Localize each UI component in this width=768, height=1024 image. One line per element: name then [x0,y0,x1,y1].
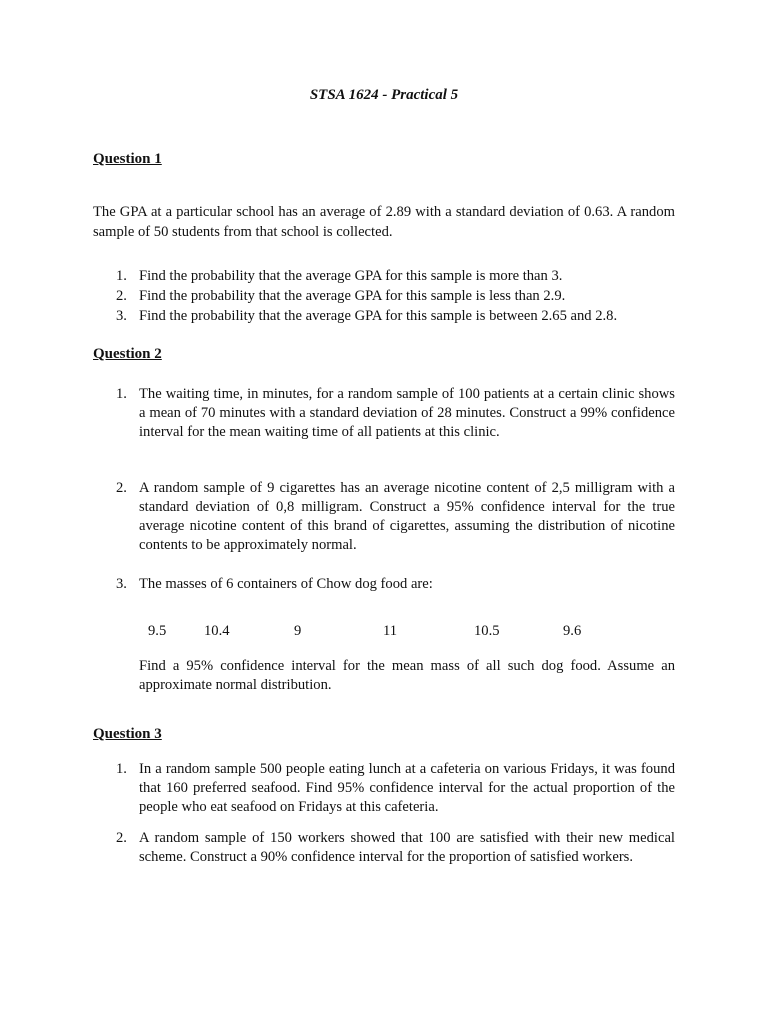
list-text: The waiting time, in minutes, for a random sample of 100 patients at a certain clinic shows a mean of 70 minutes with a standard deviation of 28 minutes. Construct a 99% confidence interval for the mean waiting time of all patients at this clinic. [139,386,675,440]
list-item [116,479,675,555]
question-2-heading: Question 2 [93,346,162,362]
question-3-heading: Question 3 [93,726,162,742]
list-text: Find the probability that the average GPA for this sample is between 2.65 and 2.8. [139,308,618,324]
list-item [116,267,675,286]
list-number: 2. [116,480,127,496]
mass-value: 10.5 [474,623,500,639]
list-text: Find the probability that the average GPA for this sample is more than 3. [139,268,563,284]
question-1-heading: Question 1 [93,151,162,167]
question-2-followup: Find a 95% confidence interval for the mean mass of all such dog food. Assume an approximate normal distribution. [139,658,675,693]
list-item [116,575,675,594]
list-number: 2. [116,288,127,304]
list-number: 1. [116,761,127,777]
mass-value: 9 [294,623,302,639]
list-item [116,760,675,817]
list-item [116,385,675,442]
list-number: 2. [116,830,127,846]
list-text: Find the probability that the average GPA for this sample is less than 2.9. [139,288,566,304]
masses-data-row [0,623,768,643]
list-number: 1. [116,268,127,284]
list-text: A random sample of 150 workers showed that 100 are satisfied with their new medical scheme. Construct a 90% confidence interval for the proportion of satisfied workers. [139,830,675,865]
list-item [116,829,675,867]
list-number: 3. [116,308,127,324]
page-title: STSA 1624 - Practical 5 [309,87,459,103]
mass-value: 11 [383,623,398,639]
list-text: The masses of 6 containers of Chow dog food are: [139,576,433,592]
list-text: A random sample of 9 cigarettes has an average nicotine content of 2,5 milligram with a standard deviation of 0,8 milligram. Construct a 95% confidence interval for the true average nicotine content of this brand of cigarettes, assuming the distribution of nicotine contents to be approximately normal. [139,480,675,553]
list-item [116,307,675,326]
list-number: 3. [116,576,127,592]
mass-value: 9.6 [563,623,582,639]
list-item [116,287,675,306]
list-text: In a random sample 500 people eating lunch at a cafeteria on various Fridays, it was found that 160 preferred seafood. Find 95% confidence interval for the actual proportion of the people who eat seafood on Fridays at this cafeteria. [139,761,675,815]
question-1-intro: The GPA at a particular school has an average of 2.89 with a standard deviation of 0.63. A random sample of 50 students from that school is collected. [93,204,675,240]
mass-value: 10.4 [204,623,230,639]
mass-value: 9.5 [148,623,167,639]
list-number: 1. [116,386,127,402]
